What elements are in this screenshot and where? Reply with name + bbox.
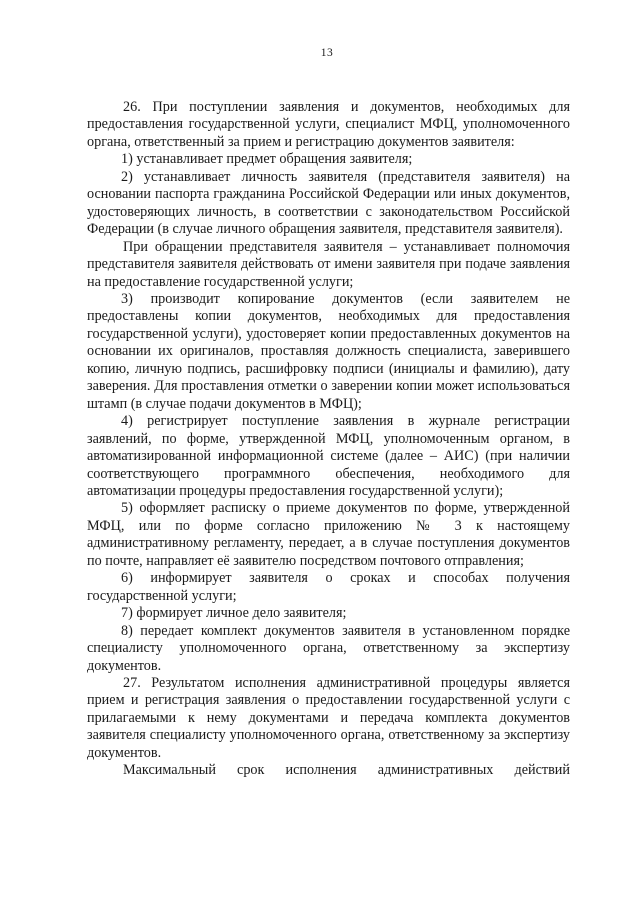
document-body: [87, 99, 570, 780]
list-item-6: 6) информирует заявителя о сроках и способах получения государственной услуги;: [87, 570, 570, 604]
list-item-2: 2) устанавливает личность заявителя (представителя заявителя) на основании паспорта гражданина Российской Федерации или иных документов, удостоверяющих личность, в соответствии с законодательством Российской Федерации (в случае личного обращения заявителя, представителя заявителя).: [87, 168, 570, 238]
paragraph-27: 27. Результатом исполнения административной процедуры является прием и регистрация заявления о предоставлении государственной услуги с прилагаемыми к нему документами и передача комплекта документов заявителя специалисту уполномоченного органа, ответственному за экспертизу документов.: [87, 674, 570, 761]
list-item-1: 1) устанавливает предмет обращения заявителя;: [121, 151, 413, 168]
paragraph-representative: При обращении представителя заявителя – устанавливает полномочия представителя заявителя действовать от имени заявителя при подаче заявления на предоставление государственной услуги;: [87, 238, 570, 290]
list-item-3: 3) производит копирование документов (если заявителем не предоставлены копии документов, необходимых для предоставления государственной услуги), удостоверяет копии предоставленных документов на основании их оригиналов, проставляя должность специалиста, заверившего копию, личную подпись, расшифровку подписи (инициалы и фамилию), дату заверения. Для проставления отметки о заверении копии может использоваться штамп (в случае подачи документов в МФЦ);: [87, 290, 570, 412]
page-number: 13: [320, 47, 334, 59]
list-item-4: 4) регистрирует поступление заявления в журнале регистрации заявлений, по форме, утвержденной МФЦ, уполномоченным органом, в автоматизированной информационной системе (далее – АИС) (при наличии соответствующего программного обеспечения, необходимого для автоматизации процедуры предоставления государственной услуги);: [87, 413, 570, 499]
paragraph-max-term: Максимальный срок исполнения административных действий: [123, 762, 570, 779]
paragraph-26: 26. При поступлении заявления и документов, необходимых для предоставления государственной услуги, специалист МФЦ, уполномоченного органа, ответственный за прием и регистрацию документов заявителя:: [87, 99, 570, 150]
list-item-8: 8) передает комплект документов заявителя в установленном порядке специалисту уполномоченного органа, ответственному за экспертизу документов.: [87, 622, 570, 674]
list-item-7: 7) формирует личное дело заявителя;: [121, 605, 347, 622]
list-item-5: 5) оформляет расписку о приеме документов по форме, утвержденной МФЦ, или по форме согласно приложению № 3 к настоящему административному регламенту, передает, а в случае поступления документов по почте, направляет её заявителю посредством почтового отправления;: [87, 500, 570, 569]
